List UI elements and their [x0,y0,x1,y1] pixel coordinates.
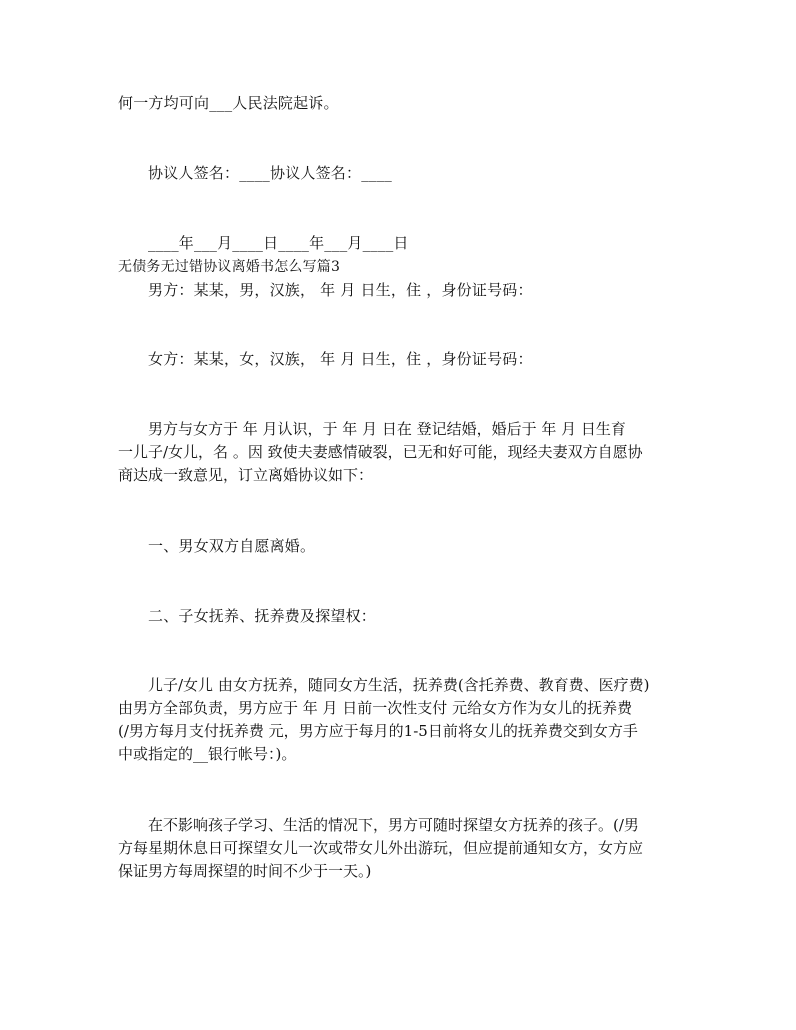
court-clause-continuation: 何一方均可向___人民法院起诉。 [118,94,339,112]
visitation-line: 方每星期休息日可探望女儿一次或带女儿外出游玩，但应提前通知女方，女方应 [118,839,644,857]
custody-line: 由男方全部负责，男方应于 年 月 日前一次性支付 元给女方作为女儿的抚养费 [118,699,633,717]
date-line: ____年___月____日____年___月____日 [148,234,409,252]
clause-two: 二、子女抚养、抚养费及探望权： [148,607,377,625]
clause-one: 一、男女双方自愿离婚。 [148,537,316,555]
man-info: 男方：某某，男，汉族， 年 月 日生，住 ，身份证号码： [148,281,533,299]
custody-line: (/男方每月支付抚养费 元，男方应于每月的1-5日前将女儿的抚养费交到女方手 [118,722,638,740]
custody-line: 中或指定的__银行帐号：)。 [118,745,297,763]
signature-line: 协议人签名：____协议人签名：____ [148,164,393,182]
visitation-line: 在不影响孩子学习、生活的情况下，男方可随时探望女方抚养的孩子。(/男 [148,816,639,834]
background-line: 一儿子/女儿，名 。因 致使夫妻感情破裂，已无和好可能，现经夫妻双方自愿协 [118,443,643,461]
background-line: 商达成一致意见，订立离婚协议如下： [118,466,374,484]
custody-paragraph [118,674,688,766]
visitation-line: 保证男方每周探望的时间不少于一天。) [118,862,372,880]
background-line: 男方与女方于 年 月认识，于 年 月 日在 登记结婚，婚后于 年 月 日生育 [148,420,626,438]
woman-info: 女方：某某，女，汉族， 年 月 日生，住 ，身份证号码： [148,350,533,368]
visitation-paragraph [118,814,688,883]
custody-line: 儿子/女儿 由女方抚养，随同女方生活，抚养费(含托养费、教育费、医疗费) [148,676,650,694]
background-paragraph [118,418,688,487]
section-title: 无债务无过错协议离婚书怎么写篇3 [118,259,341,275]
